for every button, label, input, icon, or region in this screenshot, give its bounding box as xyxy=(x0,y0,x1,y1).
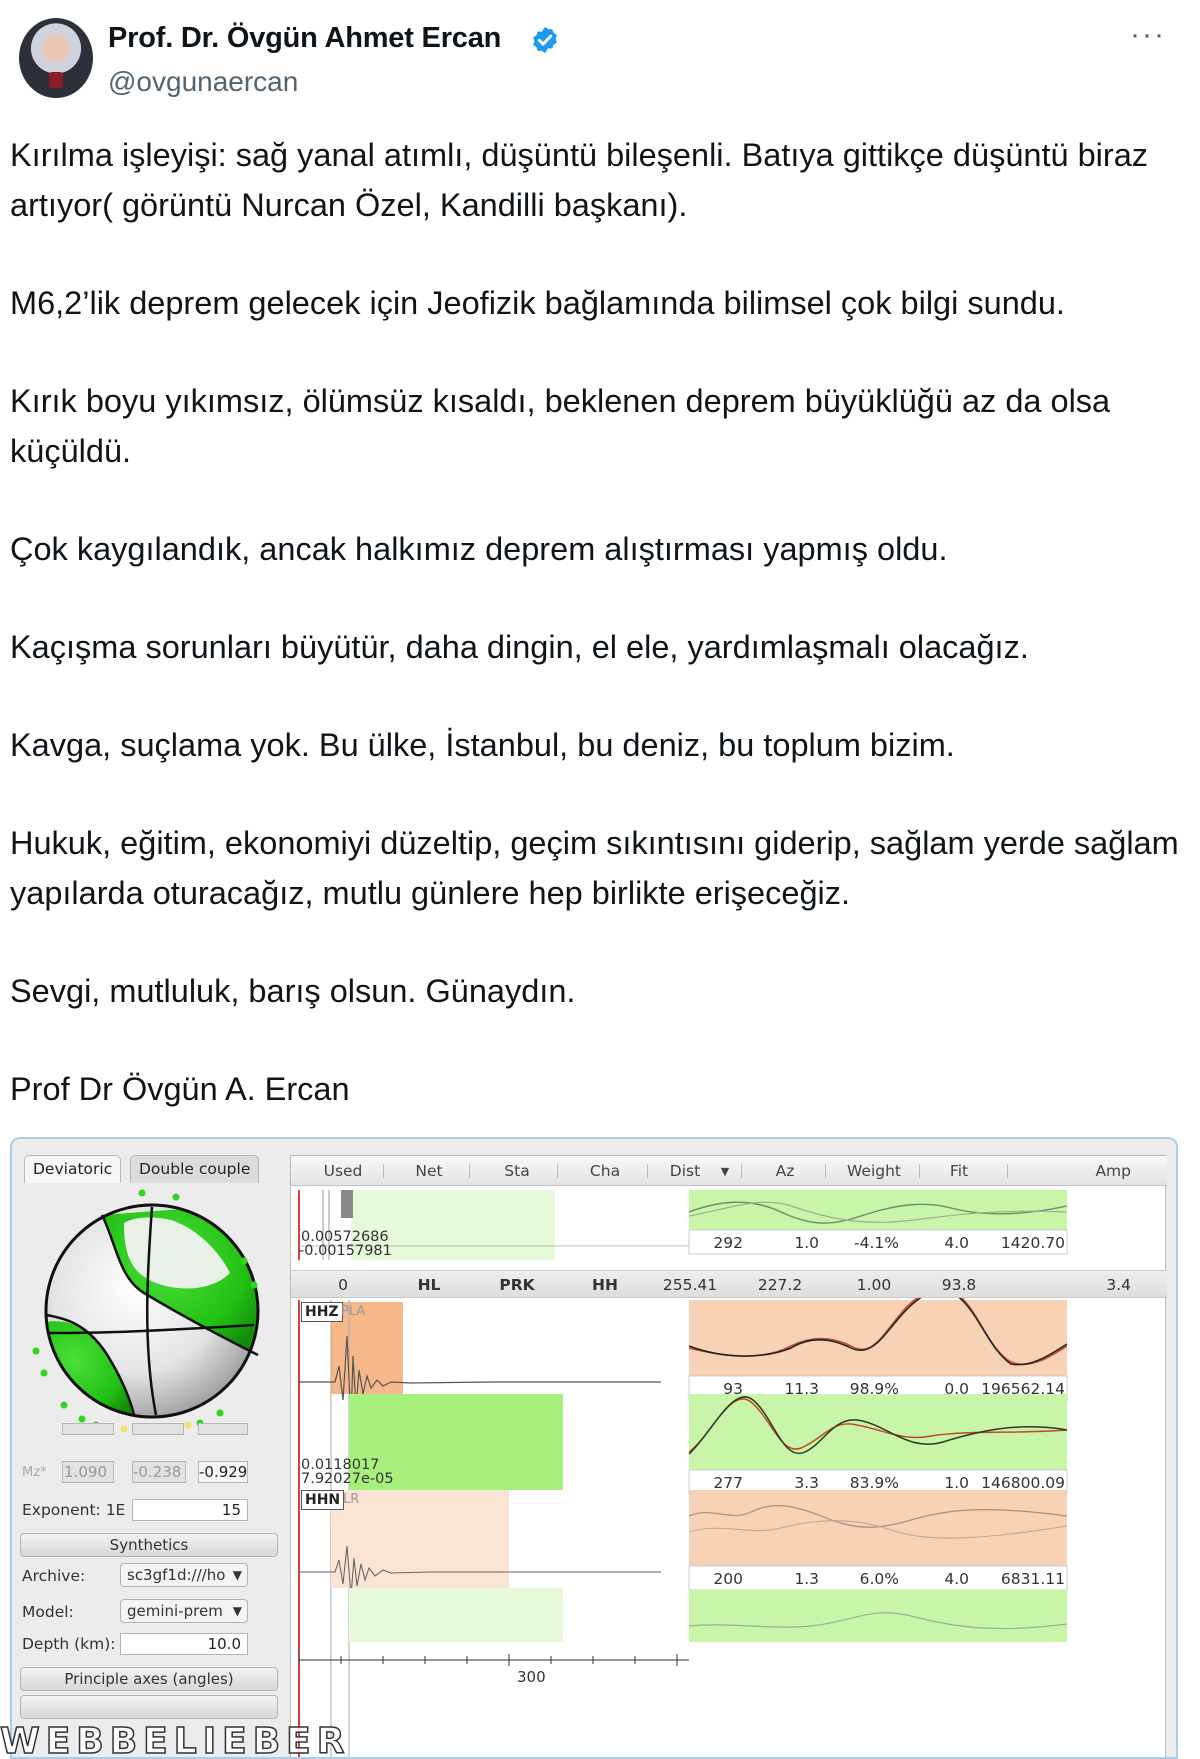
trace-value: 83.9% xyxy=(849,1474,899,1492)
cell-fit: 93.8 xyxy=(941,1276,977,1294)
trace-value: 200 xyxy=(713,1570,743,1588)
tweet-paragraph: Kaçışma sorunları büyütür, daha dingin, el ele, yardımlaşmalı olacağız. xyxy=(10,629,1029,665)
col-sta[interactable]: Sta xyxy=(504,1162,530,1180)
depth-label: Depth (km): xyxy=(22,1635,116,1653)
sort-desc-icon[interactable]: ▼ xyxy=(720,1165,730,1178)
phase-tag: PLA xyxy=(341,1304,366,1319)
amp-label: -0.00157981 xyxy=(299,1243,392,1259)
trace-value: -4.1% xyxy=(854,1234,899,1252)
trace-value: 98.9% xyxy=(849,1380,899,1398)
exponent-field[interactable]: 15 xyxy=(132,1499,248,1521)
cell-used: 0 xyxy=(338,1276,348,1294)
amp-label: 0.00572686 xyxy=(301,1229,389,1245)
author-avatar[interactable] xyxy=(19,18,93,98)
model-label: Model: xyxy=(22,1603,74,1621)
trace-value: 0.0 xyxy=(944,1380,969,1398)
exponent-label: Exponent: 1E xyxy=(22,1501,126,1519)
verified-badge-icon xyxy=(530,25,560,55)
author-handle[interactable]: @ovgunaercan xyxy=(108,66,299,97)
archive-label: Archive: xyxy=(22,1567,86,1585)
col-fit[interactable]: Fit xyxy=(949,1162,969,1180)
trace-value: 11.3 xyxy=(784,1380,819,1398)
amp-label: 7.92027e-05 xyxy=(301,1471,394,1487)
trace-value: 4.0 xyxy=(944,1234,969,1252)
cell-az: 227.2 xyxy=(757,1276,803,1294)
tab-deviatoric[interactable]: Deviatoric xyxy=(24,1155,121,1183)
trace-value: 277 xyxy=(713,1474,743,1492)
principle-axes-button[interactable]: Principle axes (angles) xyxy=(20,1667,278,1691)
tweet-paragraph: M6,2’lik deprem gelecek için Jeofizik bağlamında bilimsel çok bilgi sundu. xyxy=(10,285,1065,321)
tweet-paragraph: Sevgi, mutluluk, barış olsun. Günaydın. xyxy=(10,973,576,1009)
tweet-paragraph: Kırılma işleyişi: sağ yanal atımlı, düşüntü bileşenli. Batıya gittikçe düşüntü biraz artıyor( görüntü Nurcan Özel, Kandilli başkanı). xyxy=(10,137,1149,223)
cell-net: HL xyxy=(417,1276,441,1294)
trace-value: 1420.70 xyxy=(1000,1234,1065,1252)
trace-value: 1.0 xyxy=(794,1234,819,1252)
col-az[interactable]: Az xyxy=(775,1162,795,1180)
col-cha[interactable]: Cha xyxy=(589,1162,621,1180)
trace-value: 292 xyxy=(713,1234,743,1252)
trace-value: 93 xyxy=(723,1380,743,1398)
cell-weight: 1.00 xyxy=(856,1276,892,1294)
trace-value: 196562.14 xyxy=(981,1380,1065,1398)
mzz-label: Mz* xyxy=(22,1465,47,1480)
phase-tag: LR xyxy=(343,1492,360,1507)
tweet-text xyxy=(10,130,1190,1162)
trace-value: 1.3 xyxy=(794,1570,819,1588)
model-select[interactable] xyxy=(120,1599,248,1623)
tensor-field[interactable] xyxy=(198,1423,248,1435)
station-row[interactable] xyxy=(291,1270,1167,1298)
cell-amp: 3.4 xyxy=(1106,1276,1131,1294)
waveform-fit-panel xyxy=(290,1155,1166,1759)
trace-value: 1.0 xyxy=(944,1474,969,1492)
col-dist[interactable]: Dist xyxy=(669,1162,701,1180)
model-value: gemini-prem xyxy=(127,1602,223,1620)
trace-value: 4.0 xyxy=(944,1570,969,1588)
col-net[interactable]: Net xyxy=(415,1162,443,1180)
channel-tag-hhz: HHZ xyxy=(301,1302,343,1322)
cell-cha: HH xyxy=(592,1276,618,1294)
trace-value: 6.0% xyxy=(859,1570,899,1588)
channel-tag-hhn: HHN xyxy=(301,1490,344,1510)
tweet-paragraph: Çok kaygılandık, ancak halkımız deprem alıştırması yapmış oldu. xyxy=(10,531,948,567)
archive-value: sc3gf1d:///ho xyxy=(127,1566,226,1584)
more-options-icon[interactable]: ··· xyxy=(1130,18,1166,51)
time-axis-tick: 300 xyxy=(517,1668,546,1686)
tensor-field[interactable] xyxy=(62,1423,114,1435)
amp-label: 0.0118017 xyxy=(301,1457,380,1473)
attached-image[interactable] xyxy=(10,1137,1178,1759)
cell-dist: 255.41 xyxy=(662,1276,718,1294)
tab-double-couple[interactable]: Double couple xyxy=(130,1155,259,1183)
trace-value: 146800.09 xyxy=(981,1474,1065,1492)
tensor-field[interactable] xyxy=(132,1423,184,1435)
tweet-paragraph: Hukuk, eğitim, ekonomiyi düzeltip, geçim sıkıntısını giderip, sağlam yerde sağlam yapılarda oturacağız, mutlu günlere hep birlikte erişeceğiz. xyxy=(10,825,1179,911)
chevron-down-icon: ▼ xyxy=(232,1568,242,1582)
beachball-diagram xyxy=(24,1183,280,1435)
tweet-paragraph: Kırık boyu yıkımsız, ölümsüz kısaldı, beklenen deprem büyüklüğü az da olsa küçüldü. xyxy=(10,383,1111,469)
tweet-signature: Prof Dr Övgün A. Ercan xyxy=(10,1071,350,1107)
mzz-field-2[interactable]: -0.238 xyxy=(132,1461,186,1483)
watermark: WEBBELIEBER xyxy=(0,1721,351,1759)
panel-button[interactable] xyxy=(20,1695,278,1719)
depth-field[interactable]: 10.0 xyxy=(120,1633,248,1655)
synthetics-button[interactable]: Synthetics xyxy=(20,1533,278,1557)
cell-sta: PRK xyxy=(499,1276,535,1294)
col-amp[interactable]: Amp xyxy=(1095,1162,1131,1180)
tweet-paragraph: Kavga, suçlama yok. Bu ülke, İstanbul, bu deniz, bu toplum bizim. xyxy=(10,727,955,763)
moment-tensor-panel xyxy=(12,1139,284,1759)
trace-value: 3.3 xyxy=(794,1474,819,1492)
archive-select[interactable] xyxy=(120,1563,248,1587)
chevron-down-icon: ▼ xyxy=(232,1604,242,1618)
author-name[interactable]: Prof. Dr. Övgün Ahmet Ercan xyxy=(108,22,502,54)
col-weight[interactable]: Weight xyxy=(846,1162,901,1180)
mzz-field-3[interactable]: -0.929 xyxy=(199,1463,248,1481)
mzz-field-1[interactable]: 1.090 xyxy=(62,1461,114,1483)
col-used[interactable]: Used xyxy=(323,1162,363,1180)
column-header xyxy=(291,1156,1167,1186)
trace-value: 6831.11 xyxy=(1000,1570,1065,1588)
